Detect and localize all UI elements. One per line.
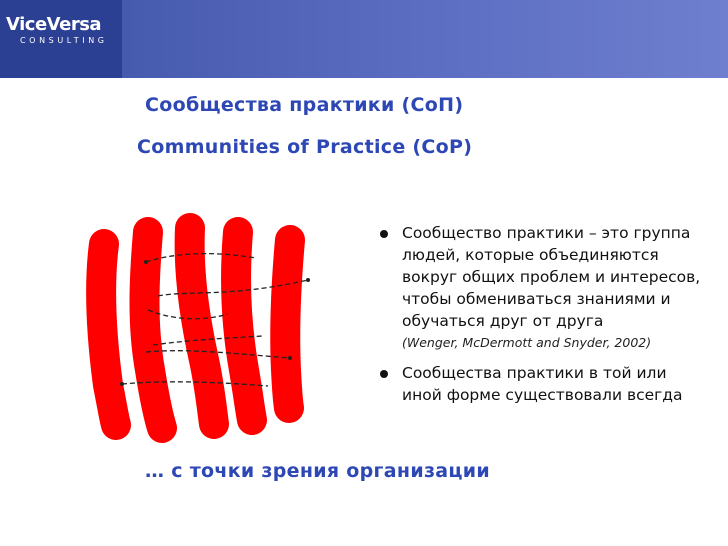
community-strokes-illustration: [78, 210, 328, 445]
red-stroke-3: [190, 228, 214, 424]
connector-node: [306, 278, 310, 282]
connector-node: [144, 260, 148, 264]
bullet-text: Сообщество практики – это группа людей, которые объединяются вокруг общих проблем и интересов, чтобы обмениваться знаниями и обучаться друг от друга: [402, 224, 701, 330]
bullet-item: [380, 362, 710, 406]
logo: [0, 0, 122, 78]
bullet-text: Сообщества практики в той или иной форме существовали всегда: [402, 364, 683, 404]
logo-name: ViceVersa: [6, 14, 102, 35]
connector-node: [120, 382, 124, 386]
bullet-item: [380, 222, 710, 354]
footer-caption: … с точки зрения организации: [145, 460, 491, 482]
connector-node: [288, 356, 292, 360]
red-stroke-4: [236, 232, 252, 420]
header-banner: [0, 0, 728, 78]
red-stroke-5: [285, 240, 290, 408]
slide-title-russian: Сообщества практики (СоП): [145, 94, 464, 116]
bullet-list: [380, 222, 710, 406]
red-stroke-1: [101, 244, 116, 425]
logo-subtitle: CONSULTING: [20, 36, 108, 45]
bullet-citation: (Wenger, McDermott and Snyder, 2002): [402, 335, 652, 350]
bullet-dot-icon: [380, 230, 388, 238]
slide-title-english: Communities of Practice (CoP): [137, 136, 473, 158]
bullet-dot-icon: [380, 370, 388, 378]
